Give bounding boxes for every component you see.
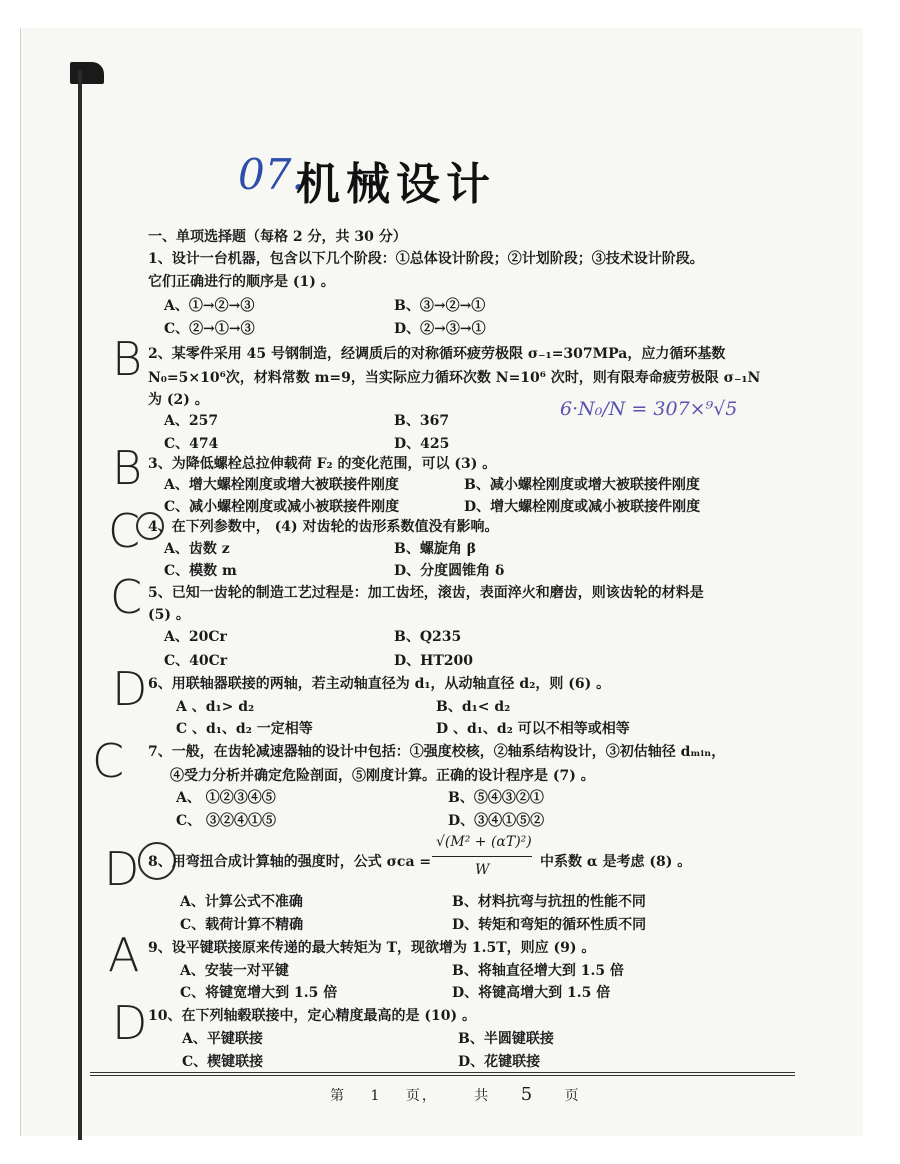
- q8-line-2: 中系数 α 是考虑 (8) 。: [540, 854, 692, 870]
- q6-line-1: 6、用联轴器联接的两轴，若主动轴直径为 d₁，从动轴直径 d₂，则 (6) 。: [148, 676, 611, 692]
- q8-line-1: 8、用弯扭合成计算轴的强度时，公式 σca =: [148, 854, 432, 870]
- footer-total-prefix: 共: [474, 1088, 491, 1104]
- binding-mark: [70, 62, 104, 84]
- q5-option-d: D、HT200: [394, 653, 474, 669]
- q8-option-c: C、载荷计算不精确: [180, 917, 304, 933]
- q2-option-b: B、367: [394, 413, 450, 429]
- q5-option-b: B、Q235: [394, 629, 462, 645]
- q1-line-2: 它们正确进行的顺序是 (1) 。: [148, 274, 335, 290]
- q10-option-a: A、平键联接: [182, 1031, 263, 1047]
- q1-option-b: B、③→②→①: [394, 298, 486, 314]
- q6-option-d: D 、d₁、d₂ 可以不相等或相等: [436, 721, 630, 737]
- q8-option-a: A、计算公式不准确: [180, 894, 303, 910]
- footer-mid: 页，: [405, 1088, 438, 1104]
- formula-denominator: W: [475, 862, 490, 878]
- q5-line-2: (5) 。: [148, 607, 190, 623]
- footer-rule: [90, 1075, 795, 1076]
- q1-line-1: 1、设计一台机器，包含以下几个阶段：①总体设计阶段；②计划阶段；③技术设计阶段。: [148, 251, 704, 267]
- page-number: 1: [370, 1088, 382, 1104]
- page-footer: [330, 1084, 581, 1105]
- handwritten-answer-9: A: [108, 928, 140, 982]
- q10-line-1: 10、在下列轴毂联接中，定心精度最高的是 (10) 。: [148, 1008, 476, 1024]
- q9-option-b: B、将轴直径增大到 1.5 倍: [452, 963, 624, 979]
- q4-line-1: 4、在下列参数中， (4) 对齿轮的齿形系数值没有影响。: [148, 519, 499, 535]
- q4-option-a: A、齿数 z: [164, 541, 230, 557]
- q2-line-3: 为 (2) 。: [148, 392, 209, 408]
- q9-option-c: C、将键宽增大到 1.5 倍: [180, 985, 338, 1001]
- handwritten-answer-6: D: [112, 662, 148, 716]
- q4-option-b: B、螺旋角 β: [394, 541, 477, 557]
- fraction-bar: [432, 856, 532, 857]
- handwritten-number: 07.: [238, 150, 305, 199]
- footer-prefix: 第: [330, 1088, 346, 1104]
- footer-suffix: 页: [564, 1088, 581, 1104]
- handwritten-title: 机械设计: [296, 159, 496, 210]
- handwritten-answer-8: D: [104, 842, 140, 896]
- q8-option-d: D、转矩和弯矩的循环性质不同: [452, 917, 647, 933]
- q7-line-1: 7、一般，在齿轮减速器轴的设计中包括：①强度校核，②轴系结构设计，③初估轴径 dₘᵢₙ，: [148, 744, 726, 760]
- footer-rule: [90, 1072, 795, 1073]
- q6-option-a: A 、d₁> d₂: [176, 699, 255, 715]
- handwritten-answer-5: C: [110, 570, 143, 624]
- q8-option-b: B、材料抗弯与抗扭的性能不同: [452, 894, 646, 910]
- handwritten-answer-2: B: [112, 332, 143, 386]
- handwritten-answer-10: D: [112, 996, 148, 1050]
- q9-option-a: A、安装一对平键: [180, 963, 289, 979]
- q7-line-2: ④受力分析并确定危险剖面，⑤刚度计算。正确的设计程序是 (7) 。: [170, 768, 595, 784]
- q6-option-c: C 、d₁、d₂ 一定相等: [176, 721, 313, 737]
- q2-line-1: 2、某零件采用 45 号钢制造，经调质后的对称循环疲劳极限 σ₋₁=307MPa，应力循环基数: [148, 346, 726, 362]
- q2-line-2: N₀=5×10⁶次，材料常数 m=9，当实际应力循环次数 N=10⁶ 次时，则有限寿命疲劳极限 σ₋₁N: [148, 370, 761, 386]
- q7-option-b: B、⑤④③②①: [448, 790, 544, 806]
- q4-option-c: C、模数 m: [164, 563, 237, 579]
- q10-option-d: D、花键联接: [458, 1054, 541, 1070]
- q3-option-c: C、减小螺栓刚度或减小被联接件刚度: [164, 499, 400, 515]
- q3-option-a: A、增大螺栓刚度或增大被联接件刚度: [164, 477, 399, 493]
- q3-option-b: B、减小螺栓刚度或增大被联接件刚度: [464, 477, 700, 493]
- q7-option-c: C、 ③②④①⑤: [176, 813, 277, 829]
- q6-option-b: B、d₁< d₂: [436, 699, 511, 715]
- formula-numerator: √(M² + (αT)²): [436, 834, 532, 850]
- section-title: 一、单项选择题（每格 2 分，共 30 分）: [148, 229, 407, 245]
- q4-option-d: D、分度圆锥角 δ: [394, 563, 505, 579]
- q9-line-1: 9、设平键联接原来传递的最大转矩为 T，现欲增为 1.5T，则应 (9) 。: [148, 940, 596, 956]
- handwritten-formula: 6·N₀/N = 307×⁹√5: [560, 398, 738, 420]
- q3-option-d: D、增大螺栓刚度或减小被联接件刚度: [464, 499, 701, 515]
- q5-option-a: A、20Cr: [164, 629, 227, 645]
- margin-line: [78, 70, 82, 1140]
- q2-option-c: C、474: [164, 436, 219, 452]
- q7-option-d: D、③④①⑤②: [448, 813, 545, 829]
- handwritten-answer-7: C: [92, 734, 125, 788]
- q5-line-1: 5、已知一齿轮的制造工艺过程是：加工齿坯，滚齿，表面淬火和磨齿，则该齿轮的材料是: [148, 585, 704, 601]
- q10-option-b: B、半圆键联接: [458, 1031, 554, 1047]
- q9-option-d: D、将键高增大到 1.5 倍: [452, 985, 611, 1001]
- page-total: 5: [520, 1084, 535, 1105]
- q1-option-a: A、①→②→③: [164, 298, 255, 314]
- q10-option-c: C、楔键联接: [182, 1054, 264, 1070]
- handwritten-answer-3: B: [112, 441, 143, 495]
- q5-option-c: C、40Cr: [164, 653, 228, 669]
- q2-option-a: A、257: [164, 413, 219, 429]
- q7-option-a: A、 ①②③④⑤: [176, 790, 276, 806]
- handwritten-answer-4: C: [108, 504, 141, 558]
- q3-line-1: 3、为降低螺栓总拉伸载荷 F₂ 的变化范围，可以 (3) 。: [148, 456, 497, 472]
- q1-option-d: D、②→③→①: [394, 321, 486, 337]
- q2-option-d: D、425: [394, 436, 450, 452]
- q1-option-c: C、②→①→③: [164, 321, 255, 337]
